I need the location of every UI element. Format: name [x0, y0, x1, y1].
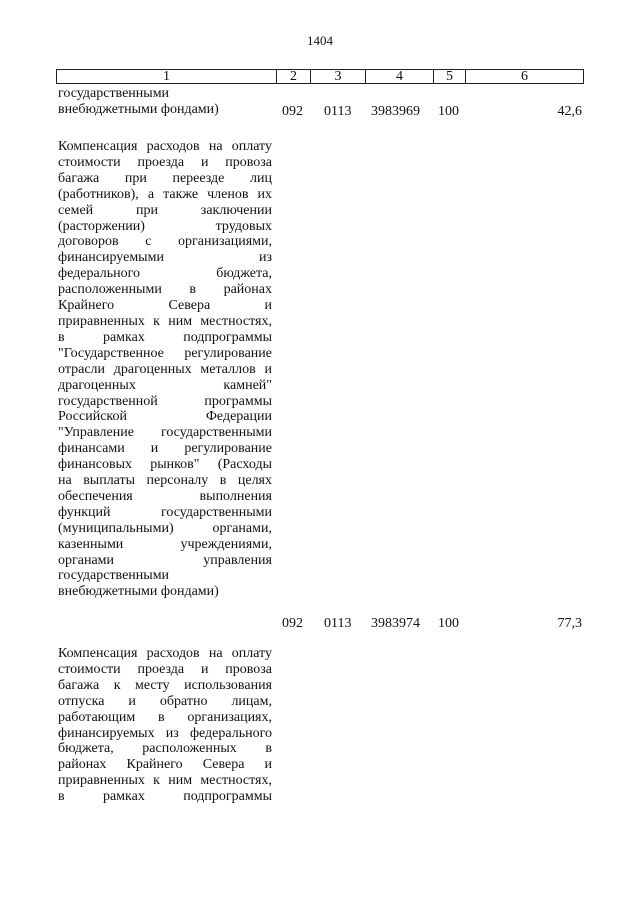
description-line: работающим в организациях, [58, 709, 272, 725]
description-line: приравненных к ним местностях, [58, 773, 272, 789]
column-header-row [56, 69, 584, 84]
description-line: отпуска и обратно лицам, [58, 693, 272, 709]
row-code-2: 092 [282, 616, 303, 631]
description-line: (муниципальными) органами, [58, 520, 272, 536]
column-header-6: 6 [521, 69, 528, 84]
column-header-3: 3 [311, 70, 366, 83]
description-line: стоимости проезда и провоза [58, 154, 272, 170]
description-line: "Управление государственными [58, 425, 272, 441]
description-line: государственными [58, 86, 170, 101]
row-code-2: 092 [282, 104, 303, 119]
row-code-3: 0113 [324, 104, 352, 119]
page-number: 1404 [307, 33, 333, 48]
description-line: финансами и регулирование [58, 441, 272, 457]
description-line: багажа при переезде лиц [58, 170, 272, 186]
description-line: Крайнего Севера и [58, 298, 272, 314]
row-description [58, 86, 272, 118]
description-line: финансовых рынков" (Расходы [58, 457, 272, 473]
description-line: внебюджетными фондами) [58, 101, 219, 117]
description-line: в рамках подпрограммы [58, 789, 272, 805]
description-line: семей при заключении [58, 202, 272, 218]
description-line: Компенсация расходов на оплату [58, 646, 272, 661]
description-line: приравненных к ним местностях, [58, 313, 272, 329]
description-line: (расторжении) трудовых [58, 218, 272, 234]
description-line: функций государственными [58, 504, 272, 520]
description-line: на выплаты персоналу в целях [58, 473, 272, 489]
description-line: финансируемыми из [58, 250, 272, 266]
description-line: "Государственное регулирование [58, 345, 272, 361]
description-line: договоров с организациями, [58, 234, 272, 250]
column-header-2: 2 [277, 70, 311, 83]
row-description [58, 646, 272, 805]
description-line: драгоценных камней" [58, 377, 272, 393]
row-amount: 42,6 [557, 104, 582, 119]
description-line: бюджета, расположенных в [58, 741, 272, 757]
description-line: расположенными в районах [58, 282, 272, 298]
description-line: казенными учреждениями, [58, 536, 272, 552]
row-code-3: 0113 [324, 616, 352, 631]
row-code-5: 100 [438, 616, 459, 631]
description-line: государственными [58, 568, 170, 584]
description-line: районах Крайнего Севера и [58, 757, 272, 773]
description-line: обеспечения выполнения [58, 488, 272, 504]
description-line: в рамках подпрограммы [58, 329, 272, 345]
description-line: Российской Федерации [58, 409, 272, 425]
description-line: багажа к месту использования [58, 677, 272, 693]
row-code-5: 100 [438, 104, 459, 119]
column-header-4: 4 [366, 70, 434, 83]
description-line: внебюджетными фондами) [58, 584, 219, 600]
description-line: отрасли драгоценных металлов и [58, 361, 272, 377]
description-line: финансируемых из федерального [58, 725, 272, 741]
description-line: органами управления [58, 552, 272, 568]
column-header-1: 1 [57, 70, 277, 83]
description-line: государственной программы [58, 393, 272, 409]
description-line: федерального бюджета, [58, 266, 272, 282]
description-line: стоимости проезда и провоза [58, 661, 272, 677]
column-header-5: 5 [434, 70, 466, 83]
row-description [58, 139, 272, 600]
description-line: (работников), а также членов их [58, 186, 272, 202]
row-code-4: 3983974 [371, 616, 420, 631]
row-code-4: 3983969 [371, 104, 420, 119]
description-line: Компенсация расходов на оплату [58, 139, 272, 154]
row-amount: 77,3 [557, 616, 582, 631]
